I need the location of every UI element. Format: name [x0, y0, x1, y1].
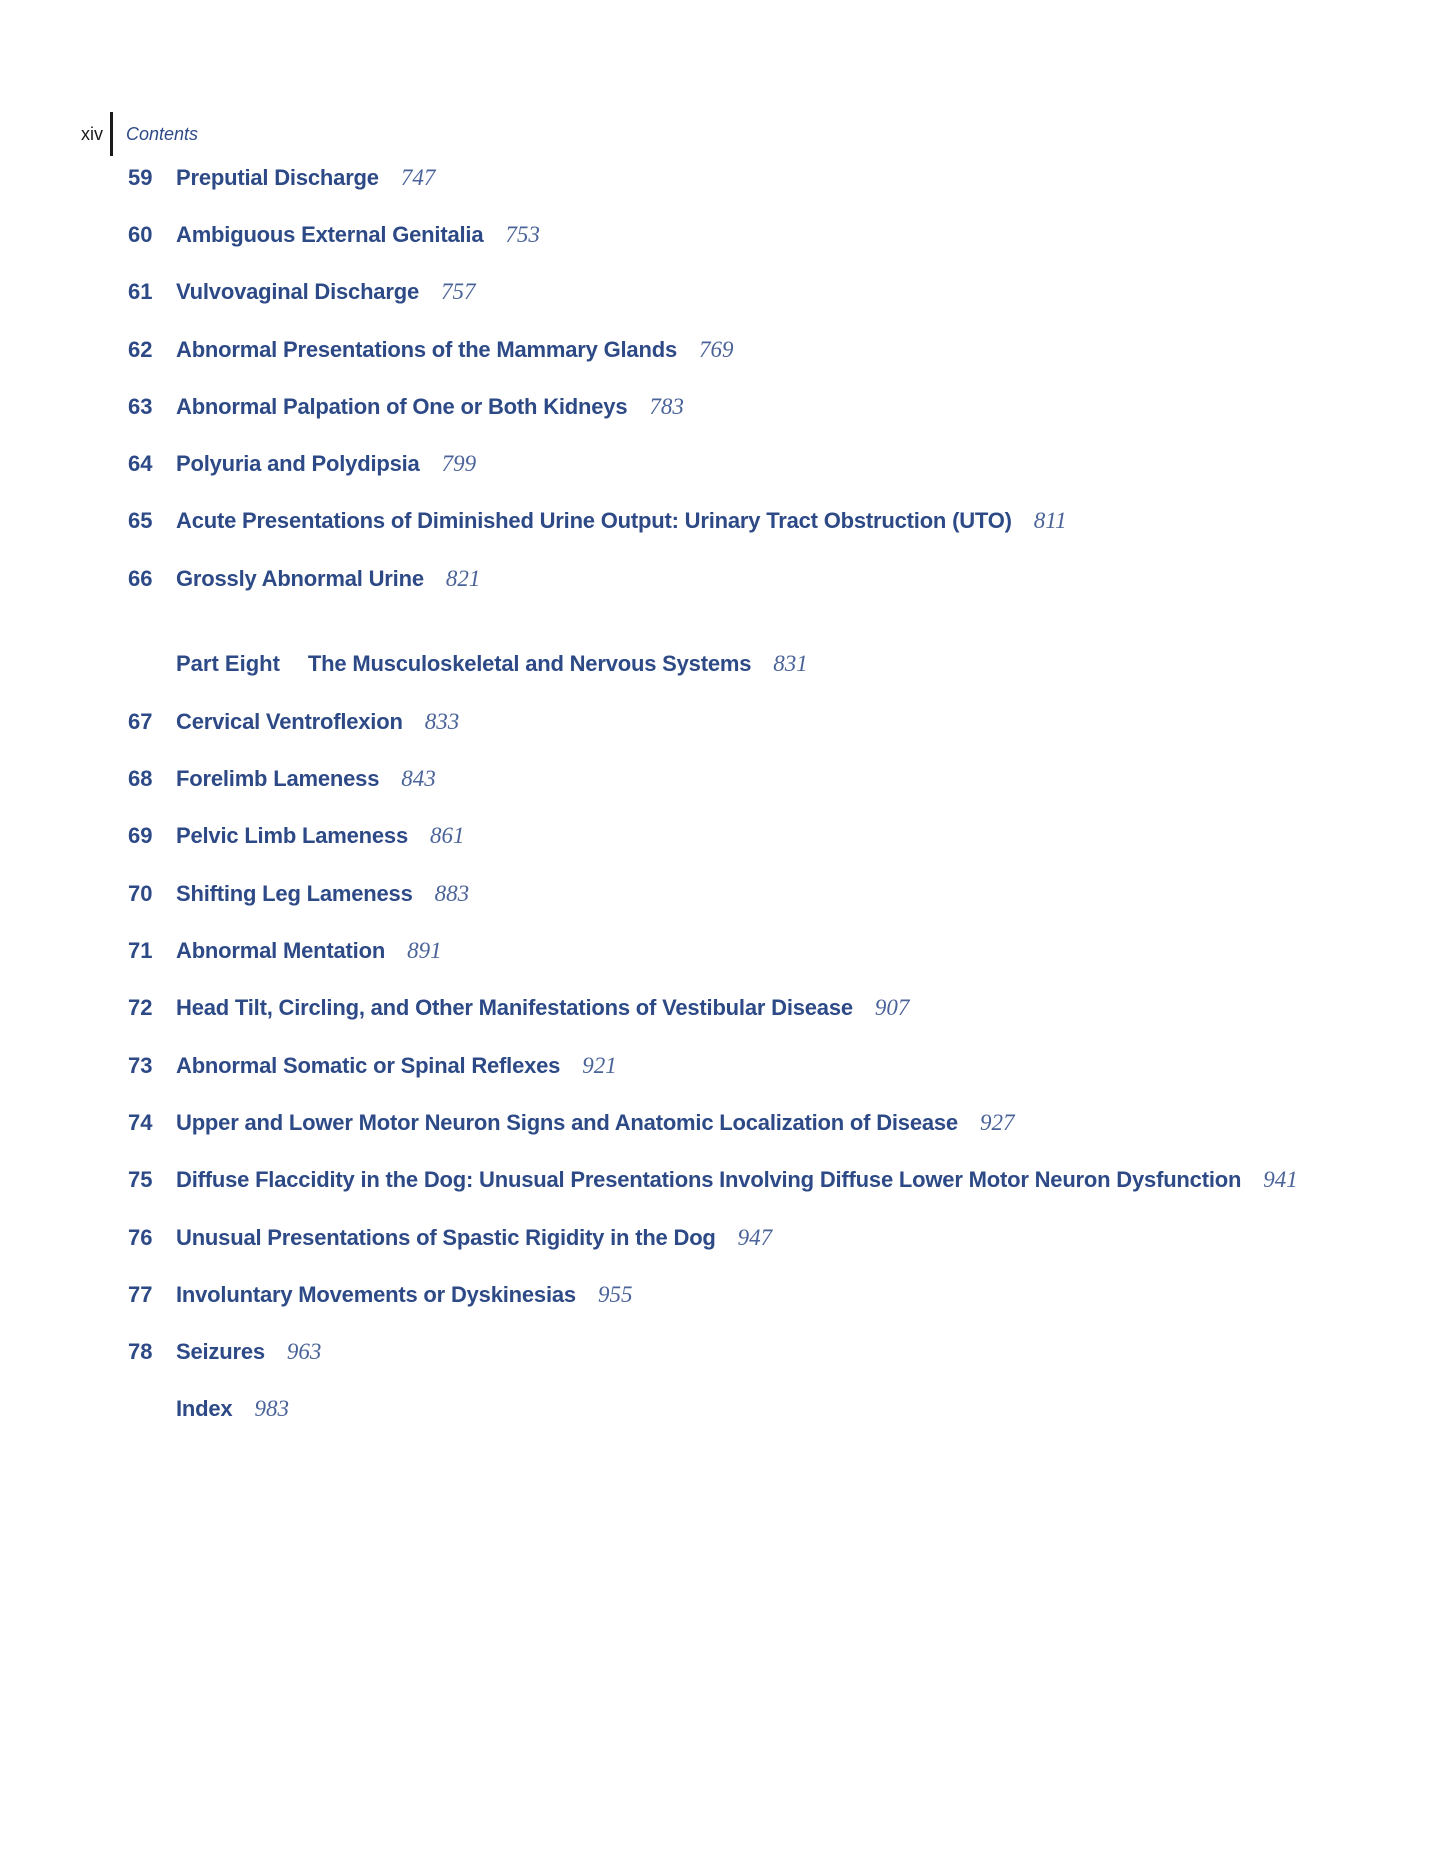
- chapter-number: 59: [128, 165, 153, 190]
- page-reference: 747: [400, 165, 436, 190]
- chapter-title[interactable]: Vulvovaginal Discharge: [176, 279, 419, 304]
- chapter-number: 63: [128, 394, 153, 419]
- page-number: xiv: [81, 123, 103, 144]
- part-label: Part Eight: [176, 651, 280, 676]
- chapter-title[interactable]: Acute Presentations of Diminished Urine Output: Urinary Tract Obstruction (UTO): [176, 508, 1012, 533]
- chapter-title[interactable]: Seizures: [176, 1339, 265, 1364]
- chapter-number: 74: [128, 1110, 153, 1135]
- chapter-title[interactable]: Pelvic Limb Lameness: [176, 823, 408, 848]
- chapter-number: 70: [128, 881, 153, 906]
- chapter-number: 75: [128, 1167, 153, 1192]
- chapter-title[interactable]: Shifting Leg Lameness: [176, 881, 413, 906]
- chapter-number: 60: [128, 222, 153, 247]
- page-reference: 947: [737, 1225, 773, 1250]
- page-reference: 753: [505, 222, 540, 247]
- chapter-title[interactable]: Diffuse Flaccidity in the Dog: Unusual Presentations Involving Diffuse Lower Motor Neuron Dysfunction: [176, 1167, 1242, 1192]
- chapter-number: 66: [128, 566, 153, 591]
- page-reference: 799: [441, 451, 477, 476]
- chapter-title[interactable]: Grossly Abnormal Urine: [176, 566, 424, 591]
- chapter-title[interactable]: Polyuria and Polydipsia: [176, 451, 420, 476]
- chapter-title[interactable]: Abnormal Palpation of One or Both Kidneys: [176, 394, 628, 419]
- chapter-number: 61: [128, 279, 153, 304]
- page-reference: 821: [445, 566, 481, 591]
- chapter-title[interactable]: Ambiguous External Genitalia: [176, 222, 484, 247]
- page-reference: 883: [434, 881, 470, 906]
- chapter-number: 78: [128, 1339, 153, 1364]
- page-reference: 757: [440, 279, 476, 304]
- page-reference: 861: [430, 823, 465, 848]
- page-reference: 907: [874, 995, 910, 1020]
- page-reference: 831: [773, 651, 808, 676]
- page-reference: 941: [1263, 1167, 1298, 1192]
- chapter-number: 71: [128, 938, 153, 963]
- chapter-title[interactable]: Head Tilt, Circling, and Other Manifestations of Vestibular Disease: [176, 995, 853, 1020]
- index-title[interactable]: Index: [176, 1396, 233, 1421]
- page-reference: 811: [1033, 508, 1067, 533]
- chapter-title[interactable]: Abnormal Mentation: [176, 938, 386, 963]
- page-reference: 783: [649, 394, 684, 419]
- running-head: Contents: [126, 123, 199, 144]
- chapter-title[interactable]: Cervical Ventroflexion: [176, 709, 403, 734]
- page-reference: 963: [286, 1339, 322, 1364]
- chapter-title[interactable]: Upper and Lower Motor Neuron Signs and Anatomic Localization of Disease: [176, 1110, 958, 1135]
- chapter-number: 77: [128, 1282, 153, 1307]
- chapter-title[interactable]: Unusual Presentations of Spastic Rigidity in the Dog: [176, 1225, 716, 1250]
- chapter-number: 73: [128, 1053, 153, 1078]
- part-title[interactable]: The Musculoskeletal and Nervous Systems: [307, 651, 752, 676]
- chapter-number: 62: [128, 337, 153, 362]
- header-divider: [110, 112, 113, 156]
- page-reference: 843: [401, 766, 436, 791]
- chapter-title[interactable]: Forelimb Lameness: [176, 766, 380, 791]
- page-header: [81, 112, 198, 156]
- chapter-number: 69: [128, 823, 153, 848]
- page-reference: 955: [597, 1282, 633, 1307]
- page-reference: 927: [979, 1110, 1015, 1135]
- chapter-number: 65: [128, 508, 153, 533]
- chapter-title[interactable]: Involuntary Movements or Dyskinesias: [176, 1282, 576, 1307]
- chapter-number: 68: [128, 766, 153, 791]
- chapter-number: 72: [128, 995, 153, 1020]
- page-reference: 833: [424, 709, 460, 734]
- chapter-title[interactable]: Abnormal Somatic or Spinal Reflexes: [176, 1053, 561, 1078]
- chapter-number: 76: [128, 1225, 153, 1250]
- page-reference: 921: [582, 1053, 617, 1078]
- page-reference: 769: [698, 337, 734, 362]
- chapter-number: 67: [128, 709, 153, 734]
- page-reference: 983: [254, 1396, 289, 1421]
- chapter-number: 64: [128, 451, 153, 476]
- page-reference: 891: [407, 938, 442, 963]
- chapter-title[interactable]: Abnormal Presentations of the Mammary Glands: [176, 337, 677, 362]
- chapter-title[interactable]: Preputial Discharge: [176, 165, 379, 190]
